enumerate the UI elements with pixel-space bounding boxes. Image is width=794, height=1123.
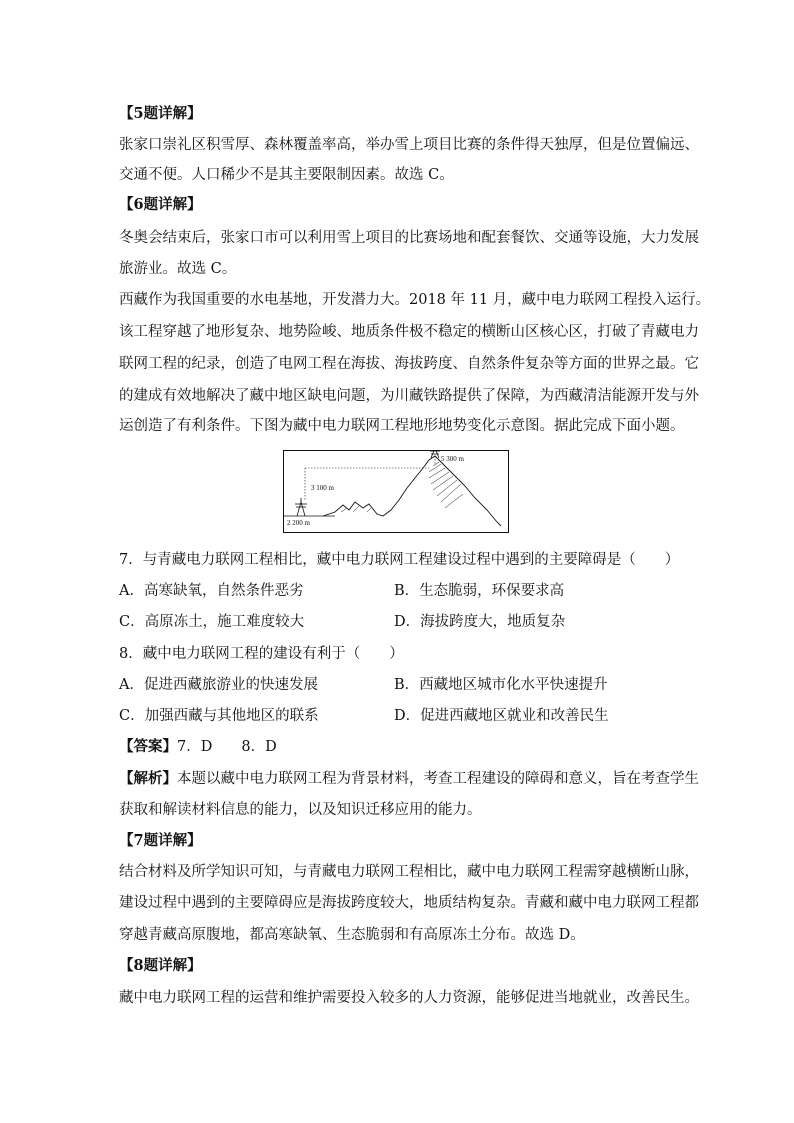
material-line-1: 西藏作为我国重要的水电基地，开发潜力大。2018 年 11 月，藏中电力联网工程投入运行。 bbox=[119, 292, 711, 308]
q6-detail-line-2: 旅游业。故选 C。 bbox=[119, 261, 237, 277]
terrain-profile bbox=[323, 456, 501, 526]
q7-stem: 7．与青藏电力联网工程相比，藏中电力联网工程建设过程中遇到的主要障碍是（ ） bbox=[119, 552, 680, 568]
q6-detail-line-1: 冬奥会结束后，张家口市可以利用雪上项目的比赛场地和配套餐饮、交通等设施，大力发展 bbox=[119, 230, 699, 246]
material-line-4: 的建成有效地解决了藏中地区缺电问题，为川藏铁路提供了保障，为西藏清洁能源开发与外 bbox=[119, 388, 699, 404]
q7-detail-heading: 【7题详解】 bbox=[119, 832, 202, 849]
tower-low-icon bbox=[295, 498, 307, 516]
q5-detail-heading: 【5题详解】 bbox=[119, 105, 202, 122]
q8-option-c[interactable]: C．加强西藏与其他地区的联系 bbox=[119, 708, 319, 724]
q5-detail-line-2: 交通不便。人口稀少不是其主要限制因素。故选 C。 bbox=[119, 167, 454, 183]
q8-option-b[interactable]: B．西藏地区城市化水平快速提升 bbox=[394, 677, 608, 693]
material-line-2: 该工程穿越了地形复杂、地势险峻、地质条件极不稳定的横断山区核心区，打破了青藏电力 bbox=[119, 324, 699, 340]
label-mid: 3 100 m bbox=[311, 484, 334, 492]
q7-option-b[interactable]: B．生态脆弱，环保要求高 bbox=[394, 583, 565, 599]
material-line-5: 运创造了有利条件。下图为藏中电力联网工程地形地势变化示意图。据此完成下面小题。 bbox=[119, 418, 685, 434]
q8-detail-line-1: 藏中电力联网工程的运营和维护需要投入较多的人力资源，能够促进当地就业，改善民生。 bbox=[119, 990, 699, 1006]
q8-detail-heading: 【8题详解】 bbox=[119, 957, 202, 974]
q7-option-a[interactable]: A．高寒缺氧，自然条件恶劣 bbox=[119, 583, 304, 599]
label-low: 2 200 m bbox=[287, 519, 310, 527]
analysis-line-1 bbox=[119, 769, 699, 789]
label-high: 5 300 m bbox=[441, 455, 464, 463]
terrain-profile-diagram bbox=[283, 450, 509, 533]
q7-detail-line-3: 穿越青藏高原腹地，都高寒缺氧、生态脆弱和有高原冻土分布。故选 D。 bbox=[119, 927, 585, 943]
analysis-line-2: 获取和解读材料信息的能力，以及知识迁移应用的能力。 bbox=[119, 802, 482, 818]
q8-option-d[interactable]: D．促进西藏地区就业和改善民生 bbox=[394, 708, 609, 724]
analysis-label: 【解析】 bbox=[119, 770, 177, 787]
answer-label: 【答案】 bbox=[119, 738, 177, 755]
q7-detail-line-2: 建设过程中遇到的主要障碍应是海拔跨度较大，地质结构复杂。青藏和藏中电力联网工程都 bbox=[119, 895, 699, 911]
q5-detail-line-1: 张家口崇礼区积雪厚、森林覆盖率高，举办雪上项目比赛的条件得天独厚，但是位置偏远、 bbox=[119, 137, 699, 153]
material-line-3: 联网工程的纪录，创造了电网工程在海拔、海拔跨度、自然条件复杂等方面的世界之最。它 bbox=[119, 356, 699, 372]
q6-detail-heading: 【6题详解】 bbox=[119, 196, 202, 213]
q7-detail-line-1: 结合材料及所学知识可知，与青藏电力联网工程相比，藏中电力联网工程需穿越横断山脉， bbox=[119, 864, 699, 880]
q8-stem: 8．藏中电力联网工程的建设有利于（ ） bbox=[119, 646, 404, 662]
answer-text: 7．D 8．D bbox=[177, 739, 277, 755]
q8-option-a[interactable]: A．促进西藏旅游业的快速发展 bbox=[119, 677, 318, 693]
q7-option-c[interactable]: C．高原冻土，施工难度较大 bbox=[119, 614, 305, 630]
answer-line bbox=[119, 737, 277, 757]
slope-hatching bbox=[429, 462, 463, 508]
analysis-first: 本题以藏中电力联网工程为背景材料，考查工程建设的障碍和意义，旨在考查学生 bbox=[177, 771, 699, 787]
q7-option-d[interactable]: D．海拔跨度大，地质复杂 bbox=[394, 614, 566, 630]
